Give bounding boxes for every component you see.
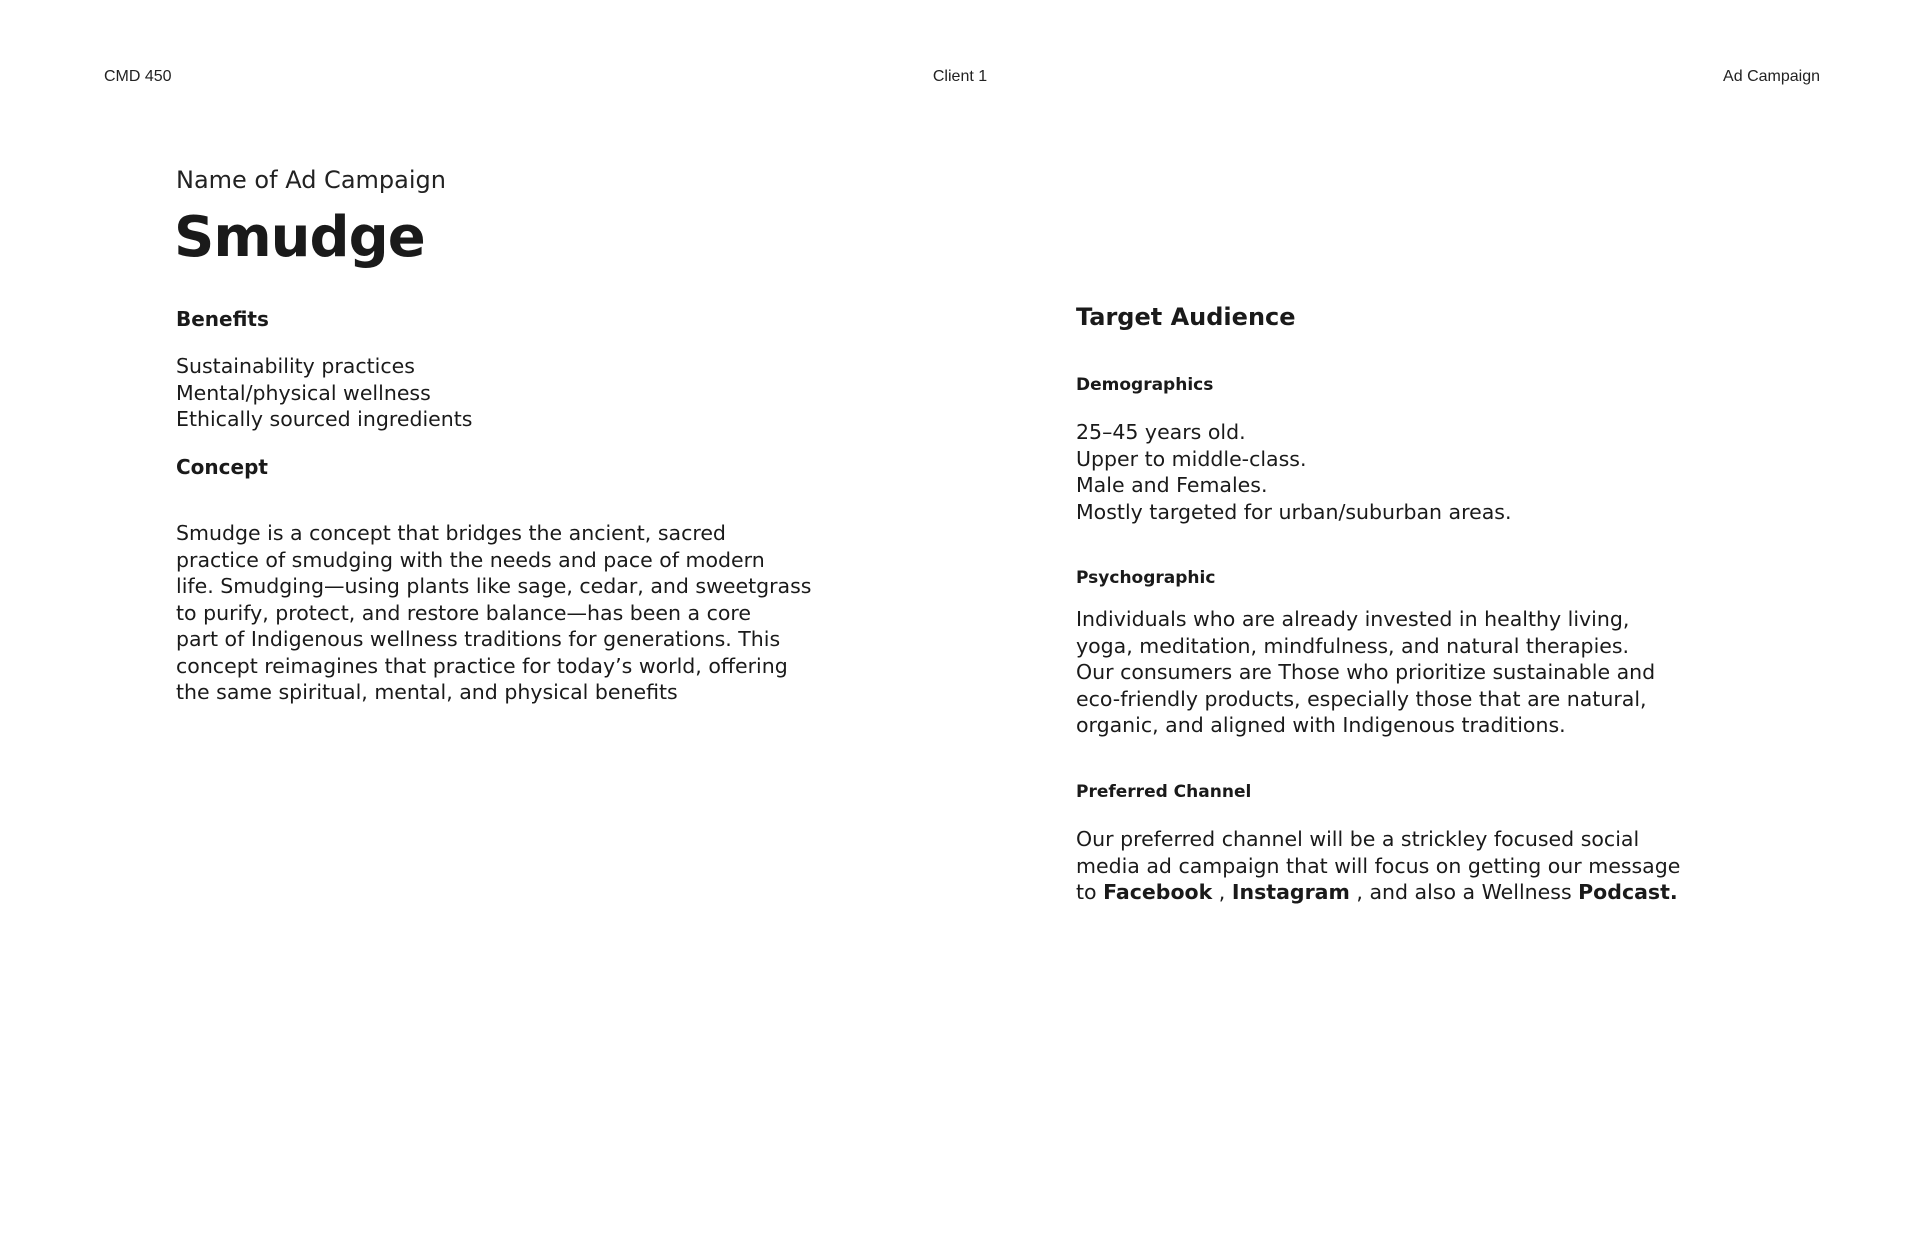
demographics-line: Male and Females. [1076, 473, 1268, 497]
concept-paragraph [176, 520, 811, 706]
campaign-title: Smudge [174, 205, 425, 270]
channel-line: Our preferred channel will be a strickley focused social [1076, 827, 1640, 851]
concept-line: to purify, protect, and restore balance—has been a core [176, 600, 752, 625]
demographics-line: Mostly targeted for urban/suburban areas. [1076, 499, 1512, 524]
psychographic-line: Our consumers are Those who prioritize sustainable and [1076, 660, 1656, 684]
concept-line: the same spiritual, mental, and physical benefits [176, 680, 678, 704]
psychographic-line: yoga, meditation, mindfulness, and natural therapies. [1076, 633, 1630, 658]
psychographic-line: organic, and aligned with Indigenous traditions. [1076, 713, 1566, 737]
concept-line: part of Indigenous wellness traditions for generations. This [176, 627, 781, 651]
target-audience-heading: Target Audience [1076, 303, 1296, 331]
preferred-channel-heading: Preferred Channel [1076, 782, 1252, 802]
instagram-label: Instagram [1231, 880, 1350, 904]
benefits-heading: Benefits [176, 307, 269, 331]
demographics-text [1076, 419, 1511, 525]
benefit-item: Mental/physical wellness [176, 380, 431, 405]
channel-prefix: to [1076, 880, 1104, 904]
concept-line: Smudge is a concept that bridges the ancient, sacred [176, 521, 726, 545]
preferred-channel-text [1076, 826, 1680, 906]
psychographic-text [1076, 606, 1655, 739]
concept-heading: Concept [176, 455, 268, 479]
concept-line: practice of smudging with the needs and pace of modern [176, 547, 765, 572]
channel-line-platforms [1076, 879, 1680, 906]
client-label: Client 1 [932, 68, 988, 85]
channel-separator: , and also a Wellness [1349, 880, 1579, 904]
demographics-line: Upper to middle-class. [1076, 446, 1307, 471]
campaign-eyebrow: Name of Ad Campaign [176, 166, 446, 194]
psychographic-line: Individuals who are already invested in healthy living, [1076, 607, 1630, 631]
course-code: CMD 450 [104, 68, 172, 85]
benefits-list [176, 353, 472, 433]
benefit-item: Sustainability practices [176, 354, 415, 378]
psychographic-line: eco-friendly products, especially those that are natural, [1076, 686, 1647, 711]
concept-line: concept reimagines that practice for today’s world, offering [176, 653, 788, 678]
podcast-label: Podcast. [1578, 880, 1678, 904]
psychographic-heading: Psychographic [1076, 568, 1216, 588]
section-label: Ad Campaign [1723, 68, 1820, 85]
benefit-item: Ethically sourced ingredients [176, 407, 473, 431]
channel-separator: , [1212, 880, 1232, 904]
demographics-heading: Demographics [1076, 375, 1214, 395]
demographics-line: 25–45 years old. [1076, 420, 1246, 444]
facebook-label: Facebook [1103, 880, 1213, 904]
channel-line: media ad campaign that will focus on getting our message [1076, 853, 1681, 878]
concept-line: life. Smudging—using plants like sage, cedar, and sweetgrass [176, 574, 812, 598]
